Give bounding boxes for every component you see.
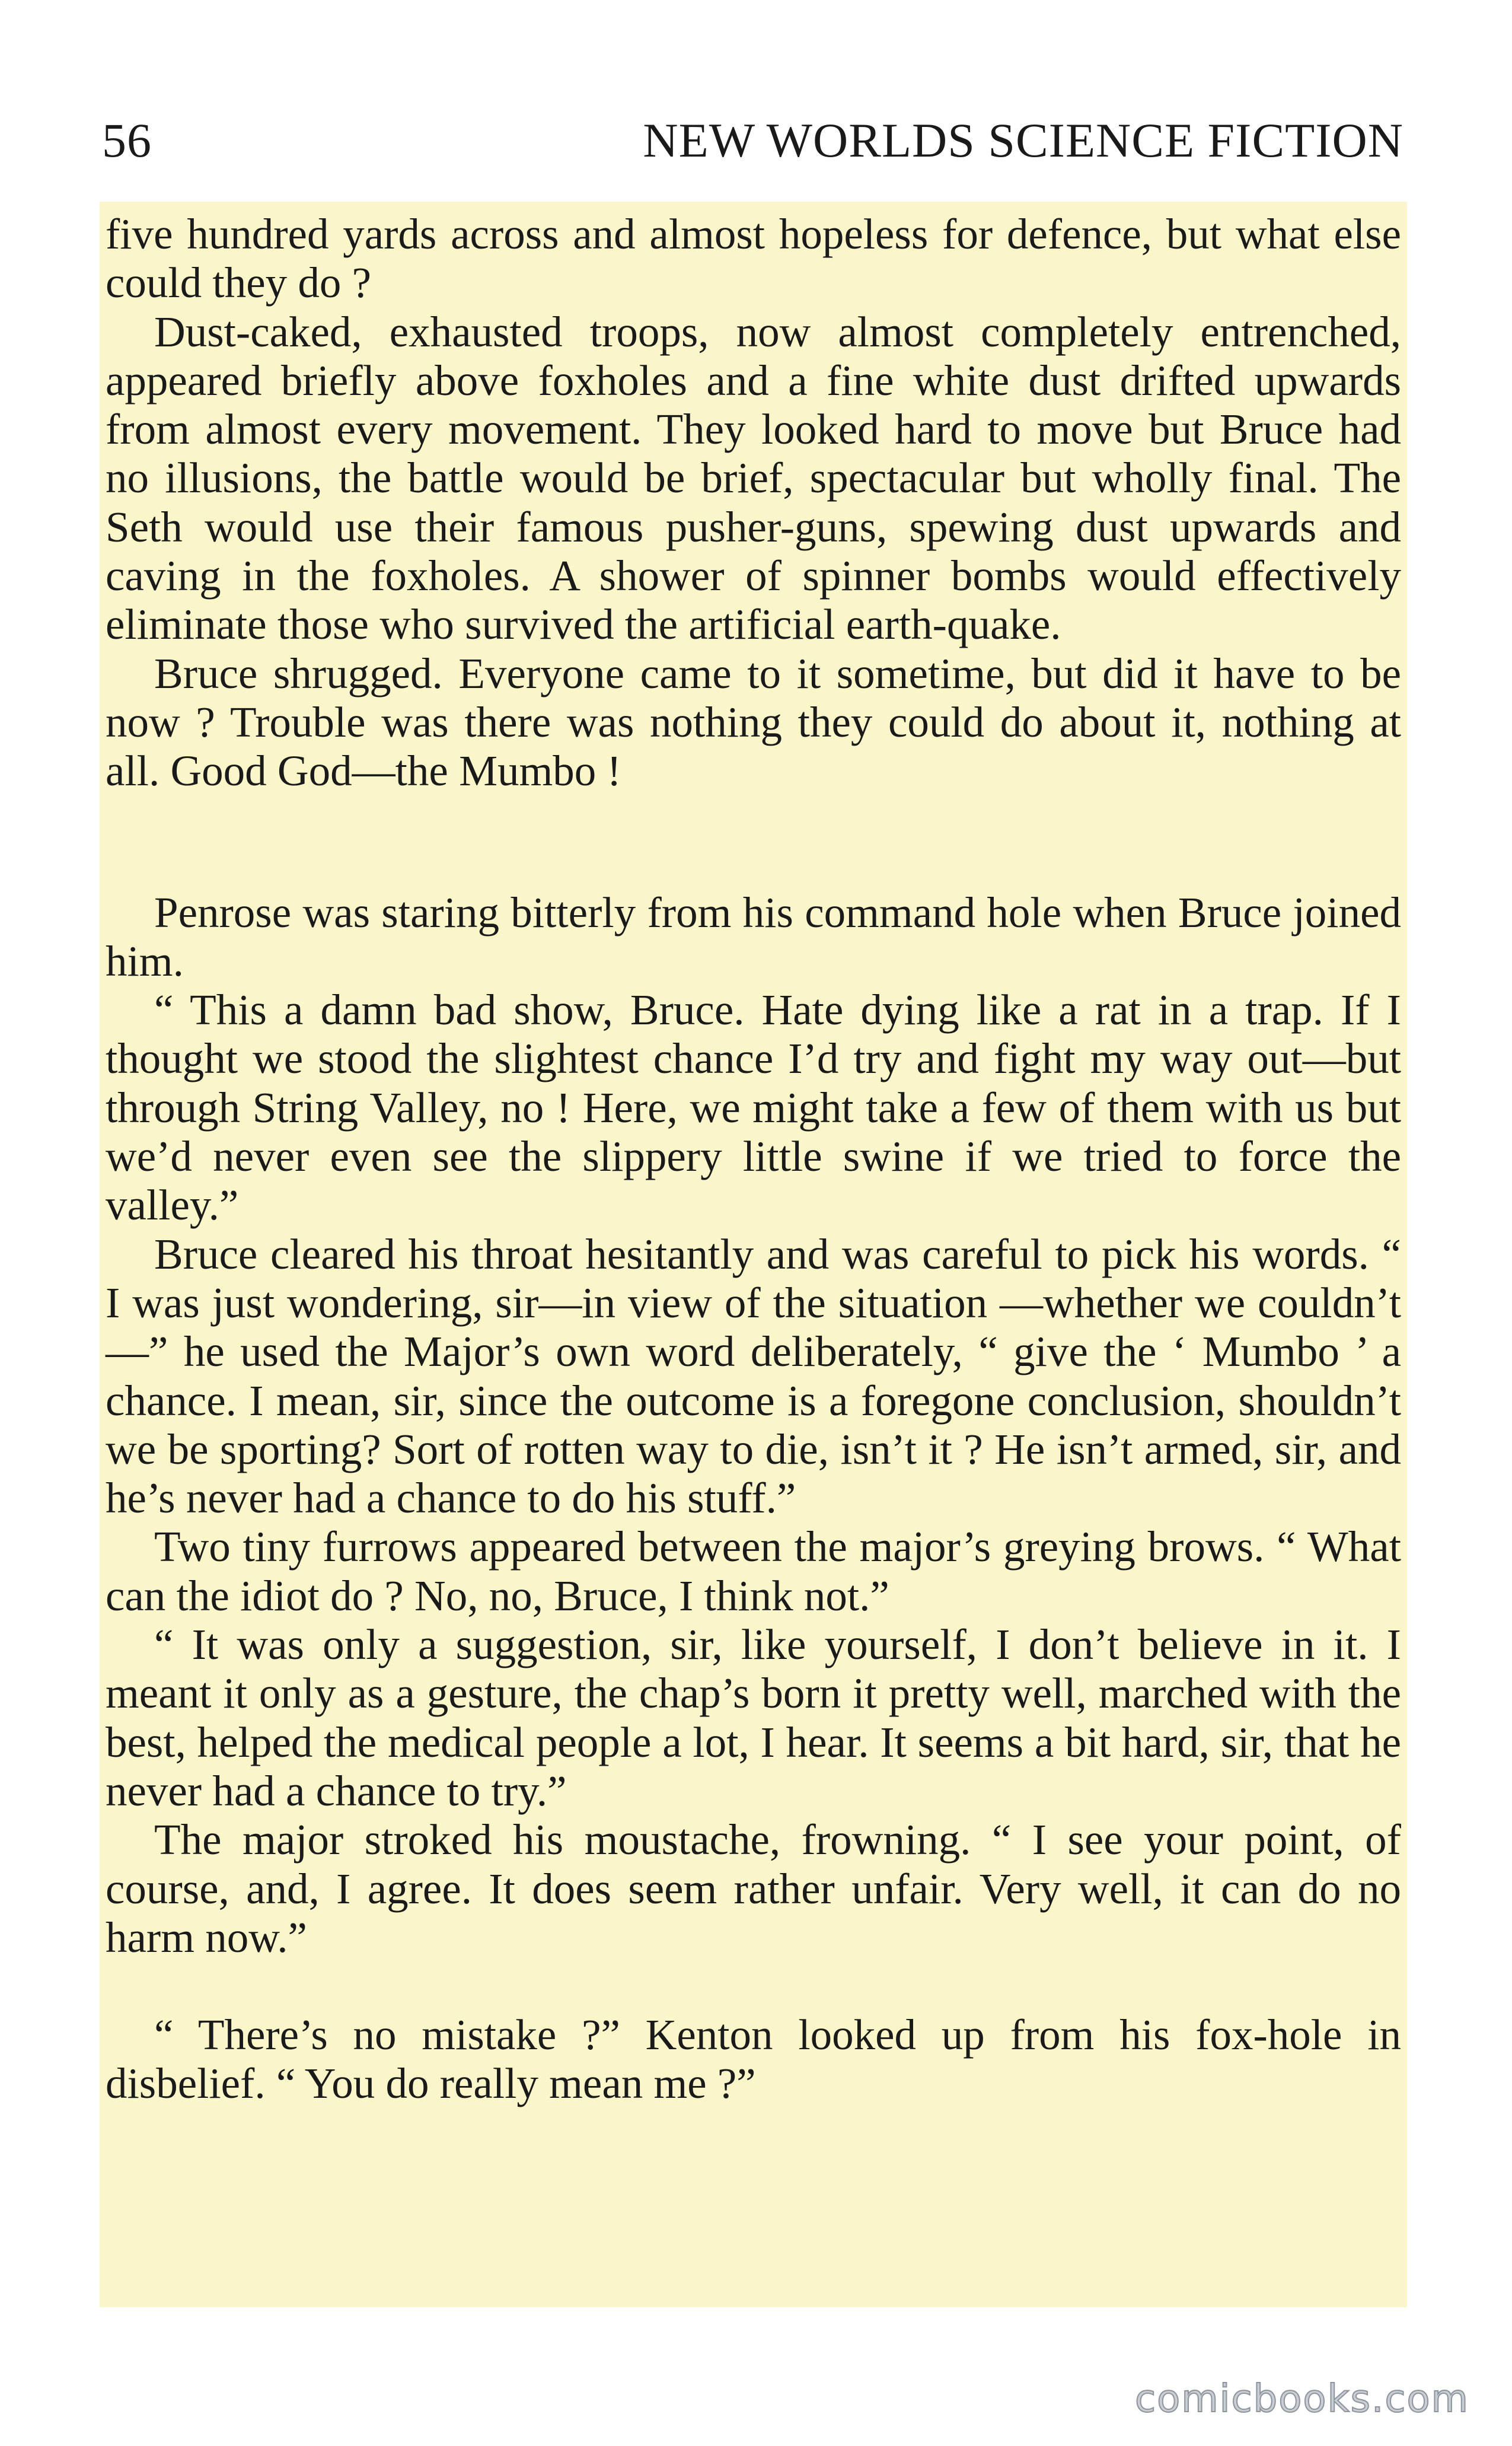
paragraph: Bruce cleared his throat hesitantly and was careful to pick his words. “ I was just wondering, sir—in view of the situation —whether we couldn’t—” he used the Major’s own word deliberately, “ give the ‘ Mumbo ’ a chance. I mean, sir, since the outcome is a foregone conclusion, shouldn’t we be sporting? Sort of rotten way to die, isn’t it ? He isn’t armed, sir, and he’s never had a chance to do his stuff.” [106,1230,1401,1523]
paragraph: Bruce shrugged. Everyone came to it sometime, but did it have to be now ? Trouble was there was nothing they could do about it, nothing at all. Good God—the Mumbo ! [106,649,1401,795]
paragraph: Two tiny furrows appeared between the major’s greying brows. “ What can the idiot do ? No, no, Bruce, I think not.” [106,1523,1401,1620]
paragraph-continued: five hundred yards across and almost hopeless for defence, but what else could they do ? [106,210,1401,307]
site-watermark: comicbooks.com [1134,2377,1469,2421]
paragraph: “ There’s no mistake ?” Kenton looked up from his fox-hole in disbelief. “ You do really mean me ?” [106,2011,1401,2108]
paragraph: “ It was only a suggestion, sir, like yourself, I don’t believe in it. I meant it only as a gesture, the chap’s born it pretty well, marched with the best, helped the medical people a lot, I hear. It seems a bit hard, sir, that he never had a chance to try.” [106,1620,1401,1815]
paragraph: Dust-caked, exhausted troops, now almost completely entrenched, appeared briefly above foxholes and a fine white dust drifted upwards from almost every movement. They looked hard to move but Bruce had no illusions, the battle would be brief, spectacular but wholly final. The Seth would use their famous pusher-guns, spewing dust upwards and caving in the foxholes. A shower of spinner bombs would effectively eliminate those who survived the artificial earth-quake. [106,307,1401,649]
page-body [100,202,1407,2307]
page-number: 56 [102,113,152,167]
story-text [106,210,1401,2109]
paragraph: “ This a damn bad show, Bruce. Hate dying like a rat in a trap. If I thought we stood the slightest chance I’d try and fight my way out—but through String Valley, no ! Here, we might take a few of them with us but we’d never even see the slippery little swine if we tried to force the valley.” [106,986,1401,1230]
page-header [102,108,1403,173]
paragraph: The major stroked his moustache, frowning. “ I see your point, of course, and, I agree. It does seem rather unfair. Very well, it can do no harm now.” [106,1816,1401,1961]
running-title: NEW WORLDS SCIENCE FICTION [643,113,1403,167]
paragraph-section-start: Penrose was staring bitterly from his command hole when Bruce joined him. [106,888,1401,985]
